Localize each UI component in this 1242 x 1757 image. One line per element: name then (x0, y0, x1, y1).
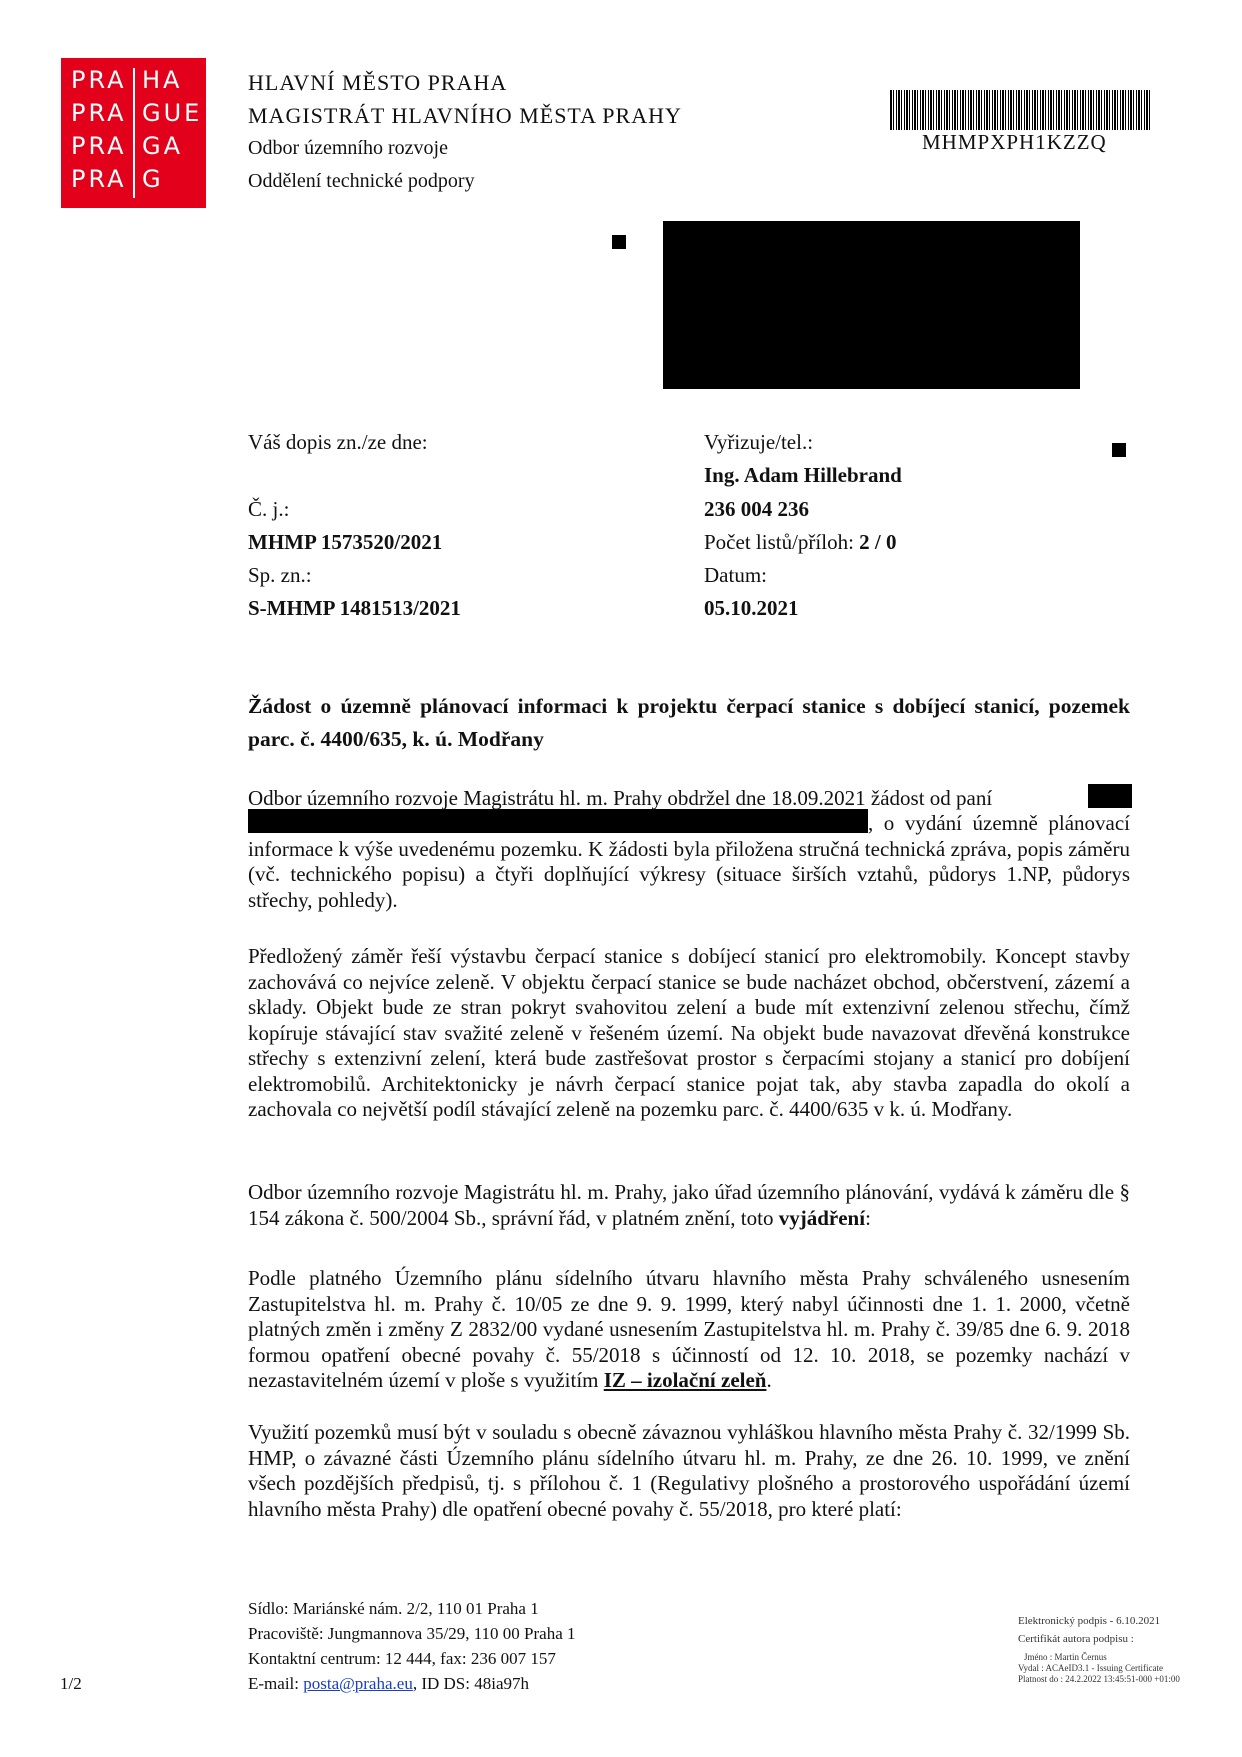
file-number-label: Sp. zn.: (248, 563, 312, 587)
praha-logo (61, 58, 206, 208)
paragraph-2: Předložený záměr řeší výstavbu čerpací stanice s dobíjecí stanicí pro elektromobily. Koncept stavby zachovává co nejvíce zeleně. V objektu čerpací stanice se bude nacházet obchod, občerstvení, zázemí a sklady. Objekt bude ze stran pokryt svahovitou zelení a bude mít extenzivní zelenou střechu, čímž kopíruje stávající stav svažité zeleně v řešeném území. Na objekt bude navazovat dřevěná konstrukce střechy s extenzivní zelení, která bude zastřešovat prostor s čerpacími stojany a stanicí pro dobíjení elektromobilů. Architektonicky je návrh čerpací stanice pojat tak, aby stavba zapadla do okolí a zachovala co největší podíl stávající zeleně na pozemku parc. č. 4400/635 v k. ú. Modřany. (248, 944, 1130, 1121)
logo-row (61, 66, 206, 99)
handled-by-name: Ing. Adam Hillebrand (704, 463, 902, 487)
footer-workplace: Pracoviště: Jungmannova 35/29, 110 00 Praha 1 (248, 1624, 576, 1643)
footer-contact: Kontaktní centrum: 12 444, fax: 236 007 157 (248, 1649, 556, 1668)
statement-word: vyjádření (778, 1205, 866, 1230)
paragraph-3-text: Odbor územního rozvoje Magistrátu hl. m. Prahy, jako úřad územního plánování, vydává k záměru dle § 154 zákona č. 500/2004 Sb., správní řád, v platném znění, toto (248, 1180, 1130, 1230)
your-letter-label: Váš dopis zn./ze dne: (248, 430, 428, 454)
paragraph-3 (248, 1180, 1130, 1231)
barcode (890, 90, 1152, 130)
signature-date: Elektronický podpis - 6.10.2021 (1018, 1615, 1161, 1627)
signature-cert-label: Certifikát autora podpisu : (1018, 1633, 1134, 1645)
footer-seat: Sídlo: Mariánské nám. 2/2, 110 01 Praha 1 (248, 1599, 539, 1618)
footer-email-line (248, 1672, 529, 1696)
date-value: 05.10.2021 (704, 596, 799, 620)
sheets-count (704, 530, 897, 555)
paragraph-4-tail: . (766, 1368, 772, 1392)
paragraph-3-tail: : (865, 1205, 871, 1230)
header-section: Oddělení technické podpory (248, 170, 475, 192)
paragraph-1-start: Odbor územního rozvoje Magistrátu hl. m. Prahy obdržel dne 18.09.2021 žádost od paní (248, 786, 993, 810)
land-use-code: IZ – izolační zeleň (603, 1368, 767, 1392)
date-label: Datum: (704, 563, 767, 587)
email-link[interactable]: posta@praha.eu (303, 1674, 413, 1693)
address-marker (612, 235, 626, 249)
letter-subject: Žádost o územně plánovací informaci k projektu čerpací stanice s dobíjecí stanicí, pozemek parc. č. 4400/635, k. ú. Modřany (248, 694, 1130, 751)
logo-text: PRA (71, 99, 127, 127)
logo-text: PRA (71, 132, 127, 160)
file-number: S-MHMP 1481513/2021 (248, 596, 461, 620)
logo-text: GA (142, 132, 184, 160)
signature-name: Jméno : Martin Černus (1024, 1652, 1107, 1662)
signature-validity: Platnost do : 24.2.2022 13:45:51-000 +01:00 (1018, 1674, 1180, 1684)
logo-text: GUE (142, 99, 203, 127)
ref-number: MHMP 1573520/2021 (248, 530, 443, 554)
paragraph-4-text: Podle platného Územního plánu sídelního útvaru hlavního města Prahy schváleného usnesením Zastupitelstva hl. m. Prahy č. 10/05 ze dne 9. 9. 1999, který nabyl účinnosti dne 1. 1. 2000, včetně platných změn i změny Z 2832/00 vydané usnesením Zastupitelstva hl. m. Prahy č. 39/85 dne 6. 9. 2018 formou opatření obecné povahy č. 55/2018 s účinností od 12. 10. 2018, se pozemky nachází v nezastavitelném území v ploše s využitím (248, 1266, 1130, 1392)
header-magistrat: MAGISTRÁT HLAVNÍHO MĚSTA PRAHY (248, 103, 682, 128)
page-number: 1/2 (60, 1674, 82, 1693)
paragraph-4 (248, 1266, 1130, 1394)
sheets-value: 2 / 0 (859, 530, 897, 554)
header-city: HLAVNÍ MĚSTO PRAHA (248, 70, 508, 95)
handled-by-label: Vyřizuje/tel.: (704, 430, 814, 454)
signature-issuer: Vydal : ACAeID3.1 - Issuing Certificate (1018, 1663, 1163, 1673)
sheets-label: Počet listů/příloh: (704, 530, 854, 554)
logo-text: HA (142, 66, 183, 94)
header-department: Odbor územního rozvoje (248, 137, 448, 159)
logo-text: G (142, 165, 164, 193)
email-label: E-mail: (248, 1674, 299, 1693)
redacted-address (663, 221, 1080, 389)
logo-row (61, 99, 206, 132)
logo-text: PRA (71, 66, 127, 94)
redacted-name (1088, 784, 1132, 808)
logo-row (61, 165, 206, 198)
logo-text: PRA (71, 165, 127, 193)
data-box-id: , ID DS: 48ia97h (412, 1674, 529, 1693)
barcode-id: MHMPXPH1KZZQ (922, 130, 1107, 154)
ref-number-label: Č. j.: (248, 497, 290, 521)
handled-by-phone: 236 004 236 (704, 497, 809, 521)
paragraph-1: , o vydání územně plánovací informace k výše uvedenému pozemku. K žádosti byla přiložena stručná technická zpráva, popis záměru (vč. technického popisu) a čtyři doplňující výkresy (situace širších vztahů, půdorys 1.NP, půdorys střechy, pohledy). (248, 811, 1130, 912)
logo-row (61, 132, 206, 165)
paragraph-5: Využití pozemků musí být v souladu s obecně závaznou vyhláškou hlavního města Prahy č. 32/1999 Sb. HMP, o závazné části Územního plánu sídelního útvaru hl. m. Prahy, ze dne 26. 10. 1999, ve znění všech pozdějších předpisů, tj. s přílohou č. 1 (Regulativy plošného a prostorového uspořádání území hlavního města Prahy) dle opatření obecné povahy č. 55/2018, pro které platí: (248, 1420, 1130, 1521)
reference-marker (1112, 443, 1126, 457)
